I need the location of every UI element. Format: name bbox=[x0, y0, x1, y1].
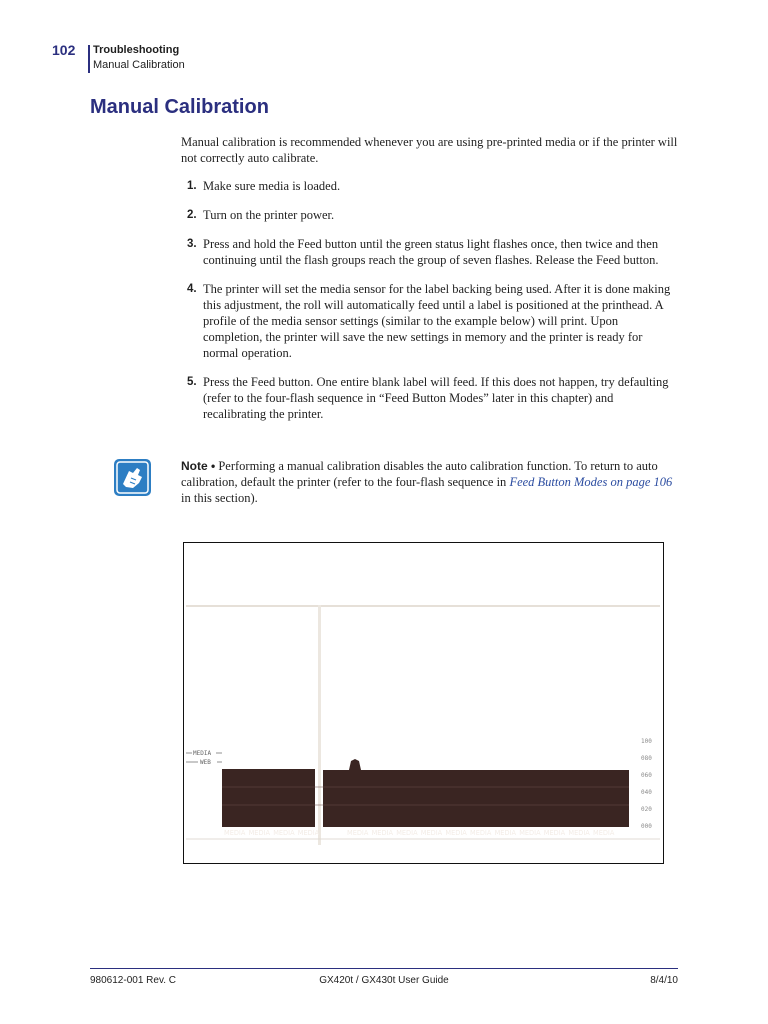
footer-doc-number: 980612-001 Rev. C bbox=[90, 975, 176, 986]
note-paragraph bbox=[181, 458, 679, 506]
media-band-word: MEDIA bbox=[297, 829, 320, 837]
step-item bbox=[181, 374, 679, 422]
scale-tick-label: 020 bbox=[641, 806, 652, 813]
media-band-word: MEDIA bbox=[593, 829, 615, 837]
step-item bbox=[181, 207, 679, 223]
step-number: 1. bbox=[187, 180, 197, 192]
scale-tick-label: 060 bbox=[641, 772, 652, 779]
media-band-word: MEDIA bbox=[347, 829, 369, 837]
step-text: Turn on the printer power. bbox=[203, 208, 335, 222]
media-label: MEDIA bbox=[193, 750, 212, 757]
media-band-word: MEDIA bbox=[543, 829, 566, 837]
media-band-word: MEDIA bbox=[224, 829, 246, 837]
intro-paragraph: Manual calibration is recommended whenever you are using pre-printed media or if the printer will not correctly auto calibrate. bbox=[181, 135, 678, 165]
note-label: Note • bbox=[181, 459, 216, 473]
footer-date: 8/4/10 bbox=[650, 975, 678, 986]
step-text: The printer will set the media sensor for the label backing being used. After it is done making this adjustment, the roll will automatically feed until a label is positioned at the printhead. A profile of the media sensor settings (similar to the example below) will print. Upon completion, the printer will save the new settings in memory and the printer is ready for normal operation. bbox=[203, 282, 671, 360]
web-label: WEB bbox=[200, 759, 211, 766]
scale-tick-label: 080 bbox=[641, 755, 652, 762]
scale-tick-label: 100 bbox=[641, 738, 652, 745]
feed-button-modes-link[interactable]: Feed Button Modes on page 106 bbox=[509, 475, 673, 489]
note-text: Performing a manual calibration disables the auto calibration function. To return to auto calibration, default the printer (refer to the four-flash sequence in bbox=[181, 459, 658, 489]
media-band-word: MEDIA bbox=[371, 829, 393, 837]
step-number: 3. bbox=[187, 238, 197, 250]
media-band-word: MEDIA bbox=[470, 829, 492, 837]
step-number: 2. bbox=[187, 209, 197, 221]
scale-tick-label: 000 bbox=[641, 823, 652, 830]
step-number: 4. bbox=[187, 283, 197, 295]
media-band-word: MEDIA bbox=[445, 829, 467, 837]
media-band-word: MEDIA bbox=[273, 829, 295, 837]
media-band-word: MEDIA bbox=[396, 829, 418, 837]
page-title: Manual Calibration bbox=[90, 96, 269, 118]
footer-divider bbox=[90, 968, 678, 969]
media-band-word: MEDIA bbox=[494, 829, 516, 837]
step-item bbox=[181, 281, 679, 361]
note-text-end: in this section). bbox=[181, 491, 258, 505]
media-band-text bbox=[224, 829, 615, 837]
media-sensor-profile-image bbox=[183, 542, 664, 864]
header-divider bbox=[88, 45, 90, 73]
media-band-word: MEDIA bbox=[519, 829, 541, 837]
chapter-title: Troubleshooting bbox=[93, 44, 180, 56]
step-number: 5. bbox=[187, 376, 197, 388]
section-title: Manual Calibration bbox=[93, 59, 185, 71]
steps-list bbox=[181, 178, 679, 422]
step-item bbox=[181, 236, 679, 268]
step-text: Make sure media is loaded. bbox=[203, 179, 341, 193]
scale-tick-label: 040 bbox=[641, 789, 652, 796]
media-band-word: MEDIA bbox=[248, 829, 270, 837]
sensor-profile-graphic bbox=[184, 543, 662, 862]
main-content bbox=[181, 134, 679, 435]
media-band-word: MEDIA bbox=[568, 829, 590, 837]
page-number: 102 bbox=[52, 42, 76, 58]
step-item bbox=[181, 178, 679, 194]
footer-guide-title: GX420t / GX430t User Guide bbox=[319, 975, 449, 986]
step-text: Press and hold the Feed button until the green status light flashes once, then twice and then continuing until the flash groups reach the group of seven flashes. Release the Feed button. bbox=[203, 237, 659, 267]
note-hand-icon bbox=[114, 459, 151, 496]
step-text: Press the Feed button. One entire blank label will feed. If this does not happen, try defaulting (refer to the four-flash sequence in “Feed Button Modes” later in this chapter) and recalibrating the printer. bbox=[203, 375, 669, 421]
media-band-word: MEDIA bbox=[420, 829, 443, 837]
